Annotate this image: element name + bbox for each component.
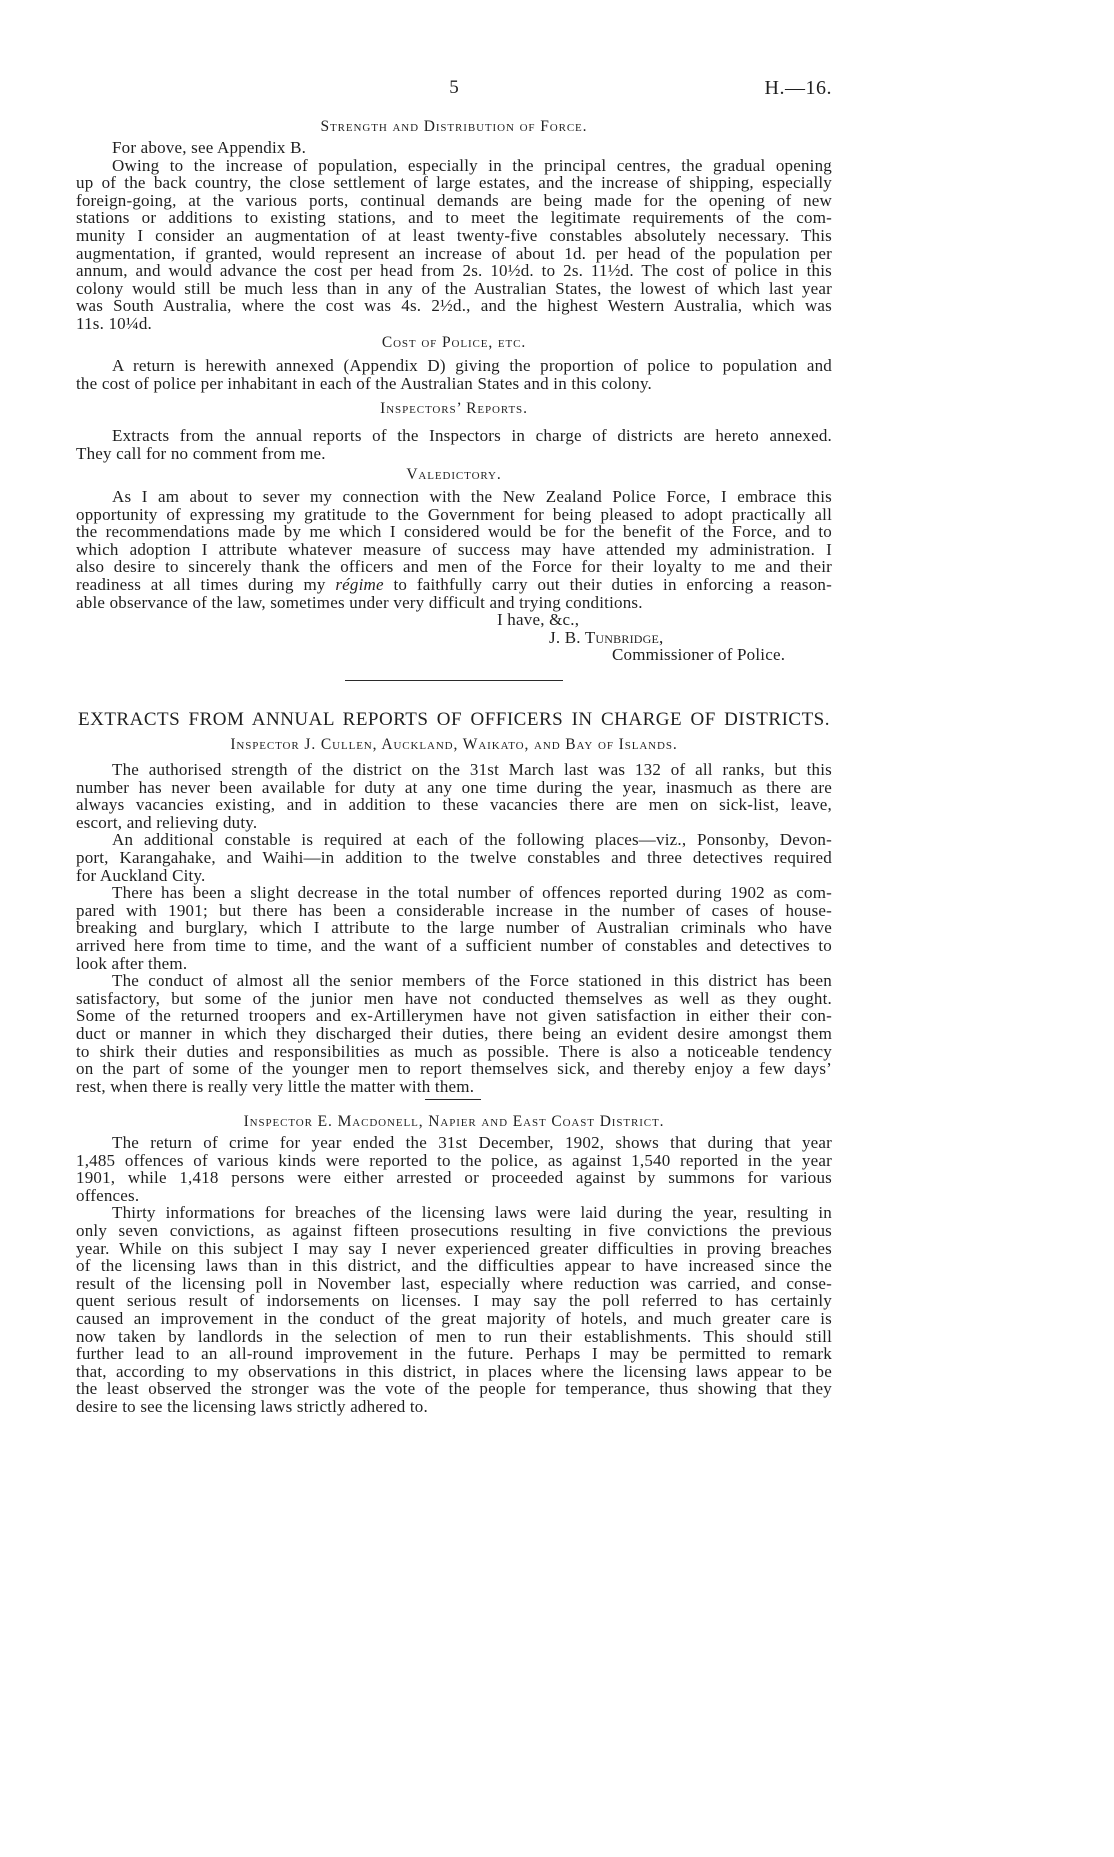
section-heading-inspectors-reports: Inspectors’ Reports. xyxy=(380,400,528,417)
text-line: For above, see Appendix B. xyxy=(112,138,307,157)
text-line: that, according to my observations in this district, in places where the licensing laws appear to be xyxy=(76,1361,832,1381)
text-line: caused an improvement in the conduct of the great majority of hotels, and much greater care is xyxy=(76,1308,832,1328)
signature-name: J. B. Tunbridge, xyxy=(549,627,664,647)
text-line: munity I consider an augmentation of at least twenty-five constables absolutely necessary. This xyxy=(76,225,832,245)
text-line: desire to see the licensing laws strictly adhered to. xyxy=(76,1396,428,1416)
report-body-cullen xyxy=(76,761,832,1095)
signature-closing: I have, &c., xyxy=(497,610,580,630)
text-line: escort, and relieving duty. xyxy=(76,812,258,832)
text-line: result of the licensing poll in November last, especially where reduction was carried, and conse- xyxy=(76,1273,832,1293)
text-segment: to faithfully carry out their duties in enforcing a reason- xyxy=(383,574,832,594)
text-line: duct or manner in which they discharged their duties, there being an evident desire amongst them xyxy=(76,1023,832,1043)
page-header xyxy=(76,77,832,99)
text-line: the least observed the stronger was the vote of the people for temperance, thus showing that they xyxy=(76,1379,832,1399)
text-line: able observance of the law, sometimes under very difficult and trying conditions. xyxy=(76,592,643,612)
section-body-cost xyxy=(76,357,832,392)
text-line: augmentation, if granted, would represent an increase of about 1d. per head of the population per xyxy=(76,243,832,263)
text-line: The conduct of almost all the senior members of the Force stationed in this district has been xyxy=(112,971,832,991)
text-line xyxy=(76,576,832,594)
text-line: of the licensing laws than in this district, and the difficulties appear to have increased since the xyxy=(76,1256,832,1276)
text-line: always vacancies existing, and in addition to these vacancies there are men on sick-list, leave, xyxy=(76,795,832,815)
text-line: Some of the returned troopers and ex-Artillerymen have not given satisfaction in either their con- xyxy=(76,1006,832,1026)
text-line: They call for no comment from me. xyxy=(76,443,326,463)
text-line: An additional constable is required at each of the following places—viz., Ponsonby, Devon- xyxy=(112,830,832,850)
text-line: colony would still be much less than in any of the Australian States, the lowest of which last year xyxy=(76,278,832,298)
text-line: opportunity of expressing my gratitude to the Government for being pleased to adopt practically all xyxy=(76,504,832,524)
text-line: number has never been available for duty at any one time during the year, inasmuch as there are xyxy=(76,777,832,797)
text-line: further lead to an all-round improvement in the future. Perhaps I may be permitted to remark xyxy=(76,1344,832,1364)
text-line: Extracts from the annual reports of the Inspectors in charge of districts are hereto annexed. xyxy=(112,426,832,445)
text-line: arrived here from time to time, and the want of a sufficient number of constables and detectives to xyxy=(76,935,832,955)
section-body-inspectors-reports xyxy=(76,427,832,462)
text-line: now taken by landlords in the selection of men to run their establishments. This should still xyxy=(76,1326,832,1346)
text-line: also desire to sincerely thank the officers and men of the Force for their loyalty to me and their xyxy=(76,557,832,577)
section-heading-strength: Strength and Distribution of Force. xyxy=(320,118,588,135)
signature-title: Commissioner of Police. xyxy=(612,645,786,665)
italic-word: régime xyxy=(335,574,384,594)
text-line: year. While on this subject I may say I never experienced greater difficulties in proving breaches xyxy=(76,1238,832,1258)
document-reference: H.—16. xyxy=(764,77,832,99)
text-line: only seven convictions, as against fifteen prosecutions resulting in five convictions the previous xyxy=(76,1220,832,1240)
text-line: 11s. 10¼d. xyxy=(76,313,152,333)
report-heading-macdonell: Inspector E. Macdonell, Napier and East Coast District. xyxy=(243,1113,665,1130)
text-line: which adoption I attribute whatever measure of success may have attended my administration. I xyxy=(76,539,832,559)
text-line: Owing to the increase of population, especially in the principal centres, the gradual opening xyxy=(112,155,832,175)
report-heading-cullen: Inspector J. Cullen, Auckland, Waikato, and Bay of Islands. xyxy=(230,736,678,753)
text-line: As I am about to sever my connection with the New Zealand Police Force, I embrace this xyxy=(112,487,832,506)
text-line: stations or additions to existing stations, and to meet the legitimate requirements of the com- xyxy=(76,208,832,228)
extracts-title: EXTRACTS FROM ANNUAL REPORTS OF OFFICERS IN CHARGE OF DISTRICTS. xyxy=(78,709,830,730)
text-line: on the part of some of the younger men to report themselves sick, and thereby enjoy a few days’ xyxy=(76,1059,832,1079)
text-line: port, Karangahake, and Waihi—in addition to the twelve constables and three detectives required xyxy=(76,847,832,867)
text-line: quent serious result of indorsements on licenses. I may say the poll referred to has certainly xyxy=(76,1291,832,1311)
text-line: up of the back country, the close settlement of large estates, and the increase of shipping, especially xyxy=(76,173,832,193)
text-segment: readiness at all times during my xyxy=(76,574,336,594)
text-line: The return of crime for year ended the 31st December, 1902, shows that during that year xyxy=(112,1133,832,1152)
section-heading-valedictory: Valedictory. xyxy=(406,466,502,483)
text-line: 1901, while 1,418 persons were either arrested or proceeded against by summons for various xyxy=(76,1168,832,1188)
text-line: The authorised strength of the district on the 31st March last was 132 of all ranks, but this xyxy=(112,760,832,779)
report-body-macdonell xyxy=(76,1134,832,1416)
text-line: rest, when there is really very little the matter with them. xyxy=(76,1076,475,1096)
section-divider-rule xyxy=(345,680,563,681)
section-heading-cost: Cost of Police, etc. xyxy=(381,334,527,351)
text-line: pared with 1901; but there has been a considerable increase in the number of cases of house- xyxy=(76,900,832,920)
section-body-strength xyxy=(76,139,832,333)
text-line: There has been a slight decrease in the total number of offences reported during 1902 as com- xyxy=(112,883,832,903)
text-line: was South Australia, where the cost was 4s. 2½d., and the highest Western Australia, which was xyxy=(76,296,832,316)
text-line: 1,485 offences of various kinds were reported to the police, as against 1,540 reported in the year xyxy=(76,1150,832,1170)
text-line: A return is herewith annexed (Appendix D) giving the proportion of police to population and xyxy=(112,356,832,375)
report-divider-rule xyxy=(425,1099,481,1100)
text-line: for Auckland City. xyxy=(76,865,206,885)
text-line: look after them. xyxy=(76,953,188,973)
text-line: offences. xyxy=(76,1185,140,1205)
text-line: breaking and burglary, which I attribute to the large number of Australian criminals who have xyxy=(76,918,832,938)
text-line: annum, and would advance the cost per head from 2s. 10½d. to 2s. 11½d. The cost of police in this xyxy=(76,261,832,281)
text-line: the cost of police per inhabitant in each of the Australian States and in this colony. xyxy=(76,373,653,393)
text-line: the recommendations made by me which I considered would be for the benefit of the Force, and to xyxy=(76,522,832,542)
text-line: satisfactory, but some of the junior men have not conducted themselves as well as they ought. xyxy=(76,988,832,1008)
text-line: Thirty informations for breaches of the licensing laws were laid during the year, resulting in xyxy=(112,1203,832,1223)
text-line: to shirk their duties and responsibilities as much as possible. There is also a noticeable tendency xyxy=(76,1041,832,1061)
section-body-valedictory xyxy=(76,488,832,664)
page-number: 5 xyxy=(449,77,459,98)
text-line: foreign-going, at the various ports, continual demands are being made for the opening of new xyxy=(76,190,832,210)
